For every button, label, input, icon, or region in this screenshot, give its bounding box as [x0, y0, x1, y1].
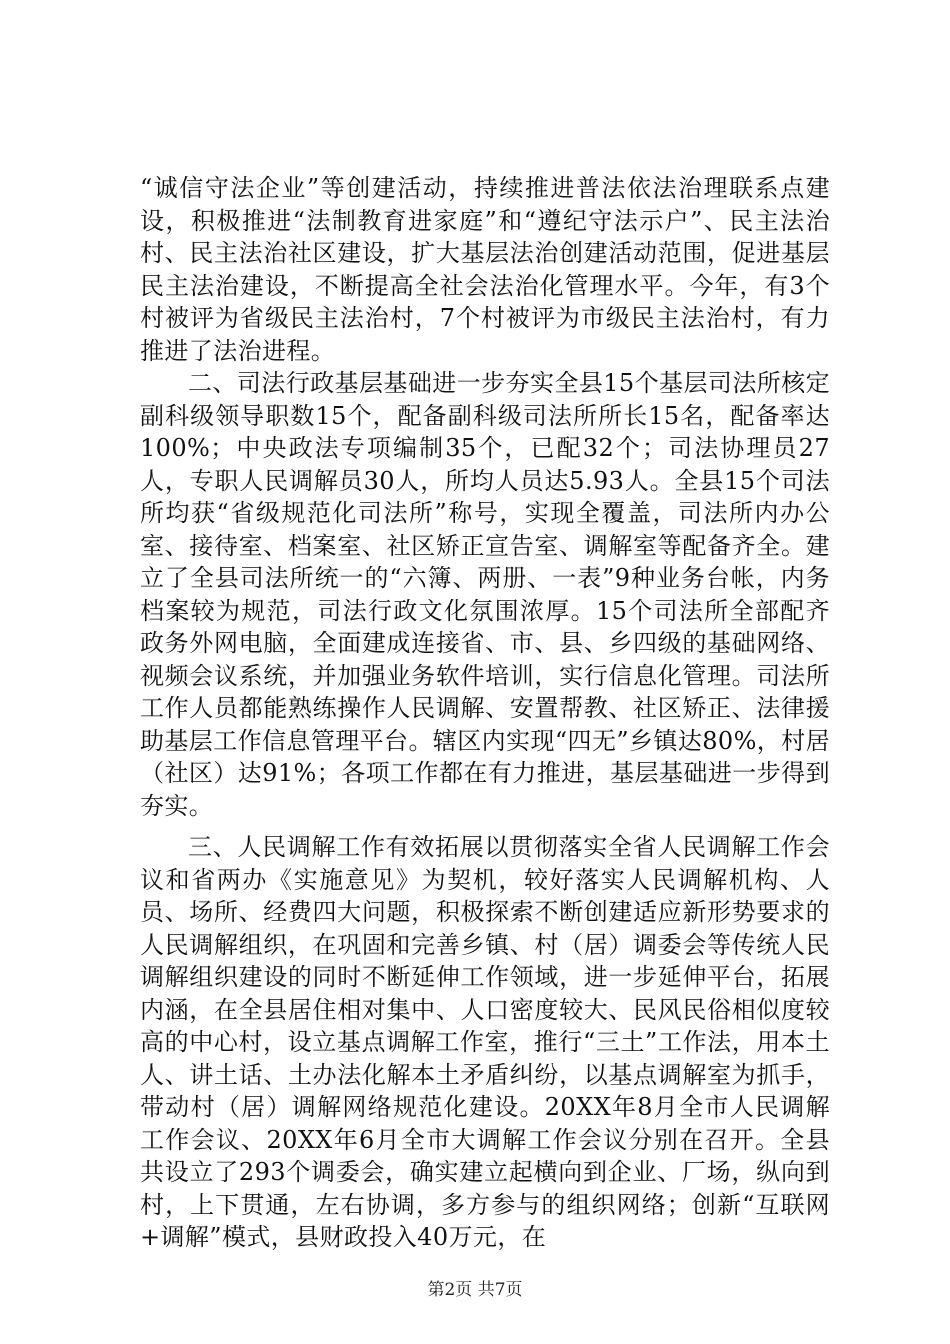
- page-footer: 第2页 共7页: [427, 1280, 523, 1300]
- paragraph-section-two: 二、司法行政基层基础进一步夯实全县15个基层司法所核定副科级领导职数15个，配备副科级司法所所长15名，配备率达100%；中央政法专项编制35个，已配32个；司法协理员27人，专职人民调解员30人，所均人员达5.93人。全县15个司法所均获“省级规范化司法所”称号，实现全覆盖，司法所内办公室、接待室、档案室、社区矫正宣告室、调解室等配备齐全。建立了全县司法所统一的“六簿、两册、一表”9种业务台帐，内务档案较为规范，司法行政文化氛围浓厚。15个司法所全部配齐政务外网电脑，全面建成连接省、市、县、乡四级的基础网络、视频会议系统，并加强业务软件培训，实行信息化管理。司法所工作人员都能熟练操作人民调解、安置帮教、社区矫正、法律援助基层工作信息管理平台。辖区内实现“四无”乡镇达80%，村居（社区）达91%；各项工作都在有力推进，基层基础进一步得到夯实。: [140, 369, 830, 820]
- paragraph-continuation: “诚信守法企业”等创建活动，持续推进普法依法治理联系点建设，积极推进“法制教育进家庭”和“遵纪守法示户”、民主法治村、民主法治社区建设，扩大基层法治创建活动范围，促进基层民主法治建设，不断提高全社会法治化管理水平。今年，有3个村被评为省级民主法治村，7个村被评为市级民主法治村，有力推进了法治进程。: [140, 174, 830, 365]
- paragraph-section-three: 三、人民调解工作有效拓展以贯彻落实全省人民调解工作会议和省两办《实施意见》为契机，较好落实人民调解机构、人员、场所、经费四大问题，积极探索不断创建适应新形势要求的人民调解组织，在巩固和完善乡镇、村（居）调委会等传统人民调解组织建设的同时不断延伸工作领域，进一步延伸平台，拓展内涵，在全县居住相对集中、人口密度较大、民风民俗相似度较高的中心村，设立基点调解工作室，推行“三土”工作法，用本土人、讲土话、土办法化解本土矛盾纠纷，以基点调解室为抓手，带动村（居）调解网络规范化建设。20XX年8月全市人民调解工作会议、20XX年6月全市大调解工作会议分别在召开。全县共设立了293个调委会，确实建立起横向到企业、厂场，纵向到村，上下贯通，左右协调，多方参与的组织网络；创新“互联网+调解”模式，县财政投入40万元，在: [140, 833, 830, 1251]
- document-body: [140, 172, 830, 1254]
